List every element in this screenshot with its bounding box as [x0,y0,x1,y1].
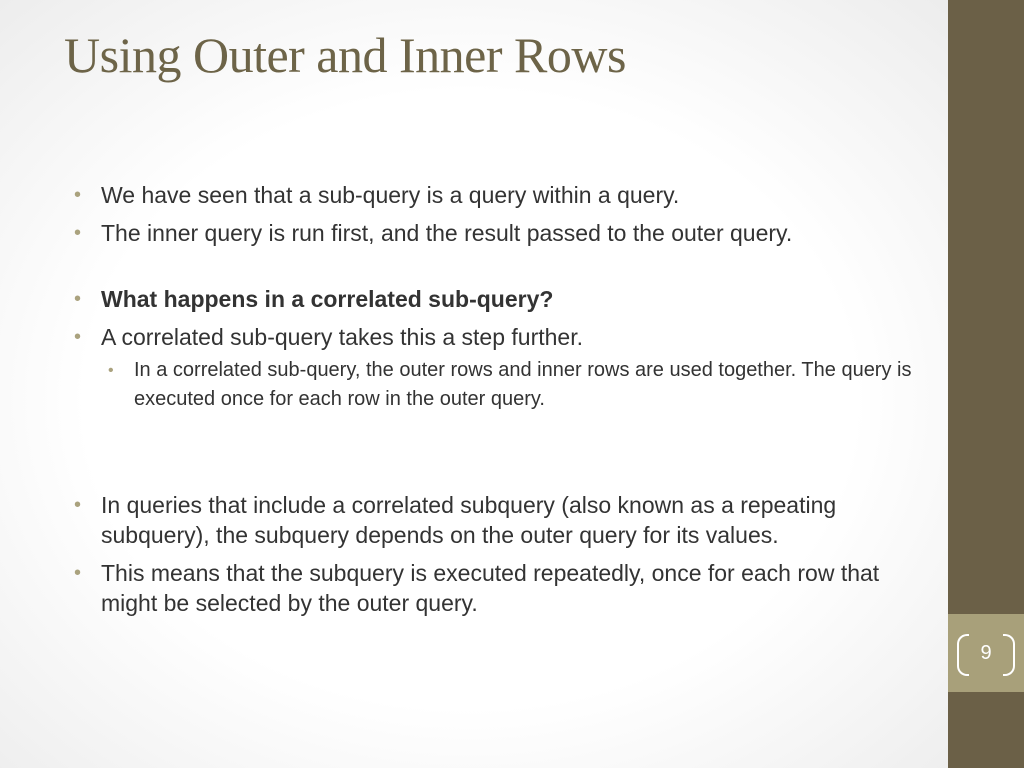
bullet-text: The inner query is run first, and the result passed to the outer query. [101,220,793,246]
bullet-item [74,558,914,618]
bullet-icon: • [74,494,82,516]
sub-bullet-item [74,356,914,414]
page-number: 9 [980,641,992,664]
right-brace-icon [1003,634,1015,676]
bullet-text: We have seen that a sub-query is a query within a query. [101,182,680,208]
bullet-item [74,218,914,248]
page-number-box [948,614,1024,692]
bullet-icon: • [74,562,82,584]
bullet-text: In queries that include a correlated subquery (also known as a repeating subquery), the subquery depends on the outer query for its values. [101,492,837,548]
bullet-item-heading [74,284,914,314]
slide-content [74,180,914,626]
bullet-icon: • [74,222,82,244]
bullet-text: What happens in a correlated sub-query? [101,286,554,312]
sub-bullet-text: In a correlated sub-query, the outer rows and inner rows are used together. The query is executed once for each row in the outer query. [134,359,912,410]
bullet-item [74,490,914,550]
bullet-text: This means that the subquery is executed repeatedly, once for each row that might be selected by the outer query. [101,560,880,616]
bullet-item [74,322,914,352]
bullet-icon: • [74,184,82,206]
bullet-icon: • [74,326,82,348]
bullet-text: A correlated sub-query takes this a step further. [101,324,583,350]
bullet-icon: • [74,288,82,310]
bullet-item [74,180,914,210]
slide-title: Using Outer and Inner Rows [64,27,626,83]
sub-bullet-icon: • [108,362,114,379]
